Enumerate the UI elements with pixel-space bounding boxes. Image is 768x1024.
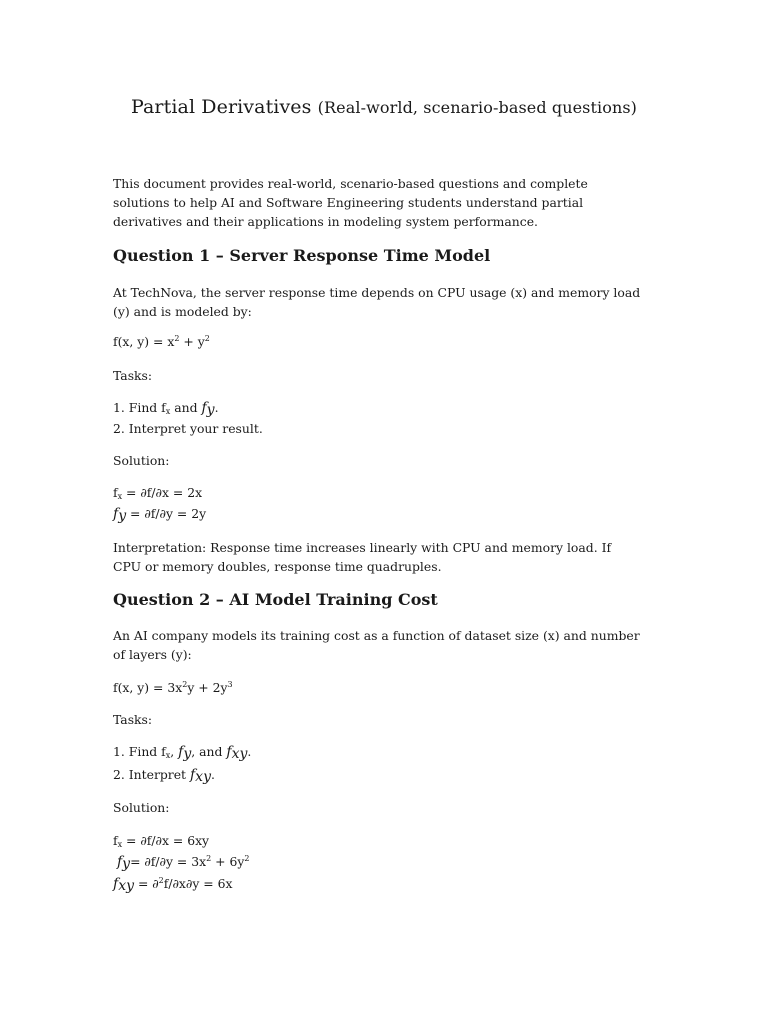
title-main: Partial Derivatives xyxy=(130,96,312,118)
q1-heading: Question 1 – Server Response Time Model xyxy=(113,246,491,265)
q2-solution-line-2: $f_y= \partial f/\partial y = 3x^2 + 6y^2$ xyxy=(116,854,250,872)
q2-heading: Question 2 – AI Model Training Cost xyxy=(113,590,438,609)
q1-description: At TechNova, the server response time depends on CPU usage (x) and memory load (y) and is modeled by: xyxy=(113,285,641,319)
q2-tasks-label: Tasks: xyxy=(113,712,153,727)
q1-tasks-label: Tasks: xyxy=(113,368,153,383)
q2-solution-line-1: $f_x = \partial f/\partial x = 6xy$ xyxy=(113,833,210,849)
intro-paragraph: This document provides real-world, scenario-based questions and complete solutions to help AI and Software Engineering students understand partial derivatives and their applications in modeling system performance. xyxy=(113,176,588,229)
q2-solution-label: Solution: xyxy=(113,800,170,815)
q1-interpretation: Interpretation: Response time increases linearly with CPU and memory load. If CPU or memory doubles, response time quadruples. xyxy=(113,540,612,574)
q2-function: f(x, $y) = 3x^2y + 2y^3$ xyxy=(113,680,233,695)
q1-function: f(x, $y) = x^2 + y^2$ xyxy=(113,334,210,349)
q1-solution-line-1: $f_x = \partial f/\partial x = 2x$ xyxy=(113,485,203,501)
q2-solution-line-3: $f_{xy} = \partial^2f/\partial x\partial y = 6x$ xyxy=(113,876,233,894)
page-title xyxy=(0,94,768,121)
q1-task-2: 2. Interpret your result. xyxy=(113,421,263,436)
q1-task-1: 1. Find $f_x$ and $f_y$. xyxy=(113,400,219,418)
title-subtitle: (Real-world, scenario-based questions) xyxy=(317,98,638,117)
q2-task-2: 2. Interpret $f_{xy}$. xyxy=(113,767,215,785)
q1-solution-label: Solution: xyxy=(113,453,170,468)
q1-solution-line-2: $f_y = \partial f/\partial y = 2y$ xyxy=(113,506,207,524)
q2-task-1: 1. Find $f_x$, $f_y$, and $f_{xy}$. xyxy=(113,744,252,762)
q2-description: An AI company models its training cost as a function of dataset size (x) and number of layers (y): xyxy=(113,628,640,662)
